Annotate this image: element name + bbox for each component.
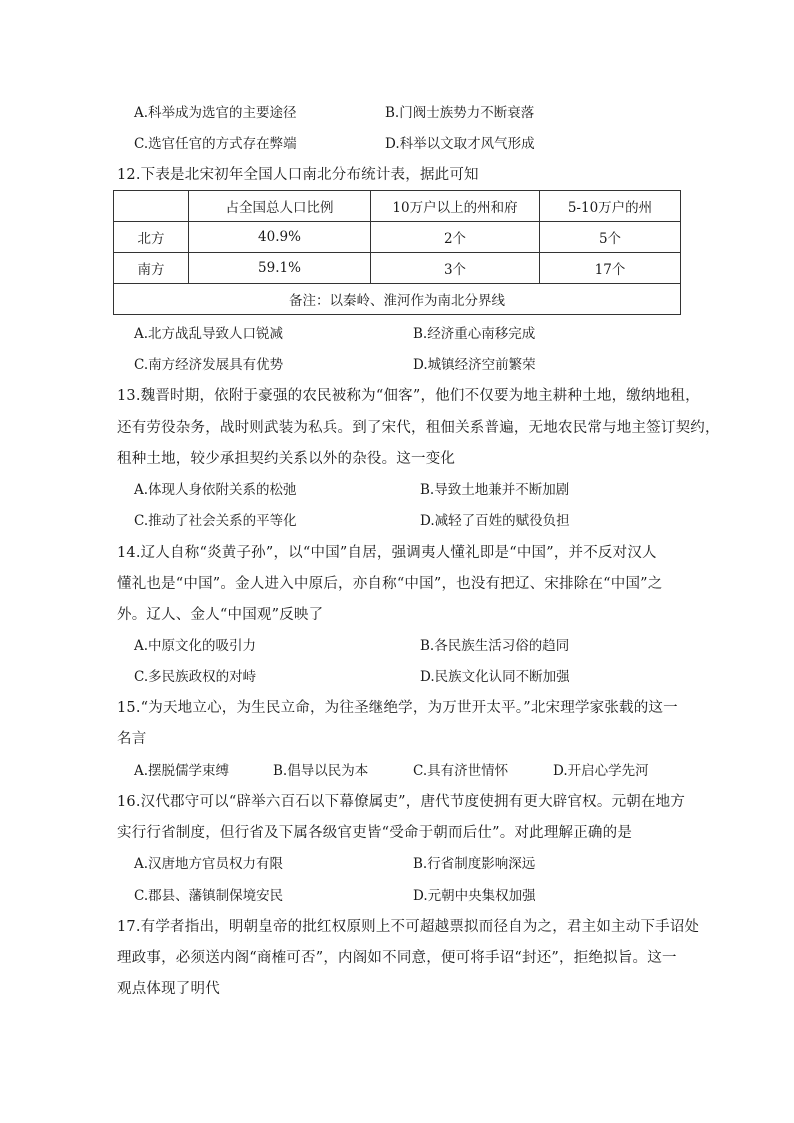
- q12-stem: 12.下表是北宋初年全国人口南北分布统计表，据此可知: [117, 167, 479, 183]
- q16-stem-line: 16.汉代郡守可以“辟举六百石以下幕僚属吏”，唐代节度使拥有更大辟官权。元朝在地方: [117, 794, 686, 810]
- q15-option-b: B.倡导以民为本: [273, 763, 369, 779]
- q13-stem-line: 13.魏晋时期，依附于豪强的农民被称为“佃客”，他们不仅要为地主耕种土地，缴纳地租，: [117, 388, 700, 404]
- q13-stem-line: 还有劳役杂务，战时则武装为私兵。到了宋代，租佃关系普遍，无地农民常与地主签订契约，: [117, 420, 720, 436]
- population-table: [113, 190, 681, 315]
- table-cell: 59.1%: [189, 253, 371, 284]
- q12-option-b: B.经济重心南移完成: [413, 326, 536, 342]
- q12-option-d: D.城镇经济空前繁荣: [413, 357, 536, 373]
- q15-stem-line: 名言: [117, 731, 147, 747]
- table-cell: 17个: [540, 253, 681, 284]
- q17-stem-line: 17.有学者指出，明朝皇帝的批红权原则上不可超越票拟而径自为之，君主如主动下手诏处: [117, 919, 700, 935]
- table-header-row: [114, 191, 681, 222]
- table-cell: 5个: [540, 222, 681, 253]
- q14-option-b: B.各民族生活习俗的趋同: [420, 638, 570, 654]
- q13-stem-line: 租种土地，较少承担契约关系以外的杂役。这一变化: [117, 451, 456, 467]
- table-note: 备注：以秦岭、淮河作为南北分界线: [114, 284, 681, 315]
- table-row: [114, 222, 681, 253]
- q11-option-a: A.科举成为选官的主要途径: [134, 105, 297, 121]
- q15-stem-line: 15.“为天地立心，为生民立命，为往圣继绝学，为万世开太平。”北宋理学家张载的这一: [117, 700, 678, 716]
- table-note-row: [114, 284, 681, 315]
- table-header-cell: 10万户以上的州和府: [371, 191, 540, 222]
- table-header-cell: 5-10万户的州: [540, 191, 681, 222]
- q14-stem-line: 外。辽人、金人“中国观”反映了: [117, 607, 324, 623]
- table-cell: 北方: [114, 222, 189, 253]
- table-cell: 2个: [371, 222, 540, 253]
- q14-stem-line: 14.辽人自称“炎黄子孙”，以“中国”自居，强调夷人懂礼即是“中国”，并不反对汉人: [117, 545, 657, 561]
- q12-option-a: A.北方战乱导致人口锐减: [134, 326, 284, 342]
- q17-stem-line: 理政事，必须送内阁“商榷可否”，内阁如不同意，便可将手诏“封还”，拒绝拟旨。这一: [117, 950, 677, 966]
- q14-option-a: A.中原文化的吸引力: [134, 638, 257, 654]
- q16-option-a: A.汉唐地方官员权力有限: [134, 856, 284, 872]
- q14-option-c: C.多民族政权的对峙: [134, 669, 257, 685]
- q13-option-d: D.减轻了百姓的赋役负担: [420, 513, 570, 529]
- q13-option-b: B.导致土地兼并不断加剧: [420, 482, 570, 498]
- q13-option-a: A.体现人身依附关系的松弛: [134, 482, 297, 498]
- q15-option-a: A.摆脱儒学束缚: [134, 763, 230, 779]
- q11-option-c: C.选官任官的方式存在弊端: [134, 136, 297, 152]
- q16-option-c: C.郡县、藩镇制保境安民: [134, 888, 284, 904]
- table-cell: 3个: [371, 253, 540, 284]
- q15-option-c: C.具有济世情怀: [413, 763, 509, 779]
- table-row: [114, 253, 681, 284]
- q15-option-d: D.开启心学先河: [553, 763, 649, 779]
- q12-option-c: C.南方经济发展具有优势: [134, 357, 284, 373]
- table-cell: 40.9%: [189, 222, 371, 253]
- q11-option-d: D.科举以文取才风气形成: [385, 136, 535, 152]
- q14-option-d: D.民族文化认同不断加强: [420, 669, 570, 685]
- q16-option-b: B.行省制度影响深远: [413, 856, 536, 872]
- table-header-cell: [114, 191, 189, 222]
- q16-option-d: D.元朝中央集权加强: [413, 888, 536, 904]
- q16-stem-line: 实行行省制度，但行省及下属各级官吏皆“受命于朝而后仕”。对此理解正确的是: [117, 825, 633, 841]
- q17-stem-line: 观点体现了明代: [117, 981, 220, 997]
- table-cell: 南方: [114, 253, 189, 284]
- q13-option-c: C.推动了社会关系的平等化: [134, 513, 297, 529]
- q11-option-b: B.门阀士族势力不断衰落: [385, 105, 535, 121]
- table-header-cell: 占全国总人口比例: [189, 191, 371, 222]
- q14-stem-line: 懂礼也是“中国”。金人进入中原后，亦自称“中国”，也没有把辽、宋排除在“中国”之: [117, 576, 663, 592]
